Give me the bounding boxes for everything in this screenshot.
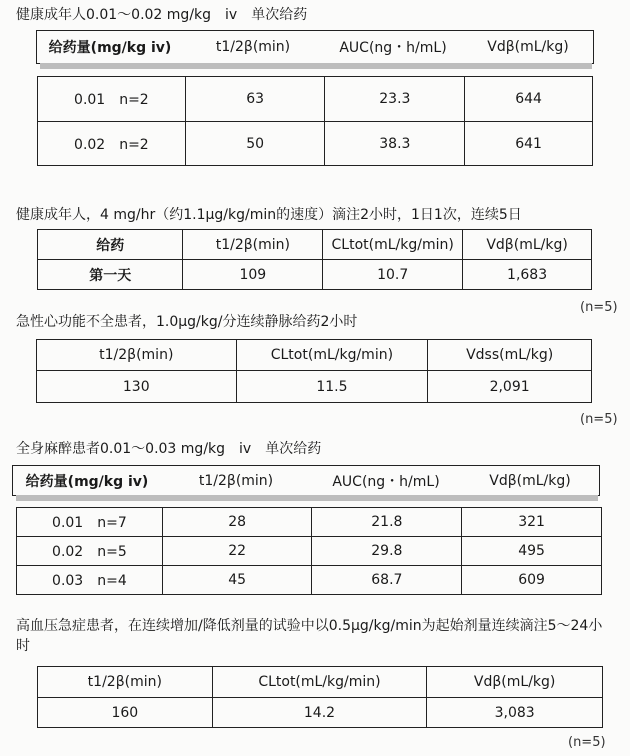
table-cell: 50 (185, 122, 325, 166)
section4-header-auc: AUC(ng・h/mL) (332, 473, 440, 490)
table-cell: 29.8 (312, 537, 462, 566)
table-cell: 11.5 (236, 371, 428, 403)
table-cell: 68.7 (312, 566, 462, 595)
table-cell: 0.03 n=4 (17, 566, 163, 595)
table-cell: 0.01 n=7 (17, 508, 163, 537)
section1-caption: 健康成年人0.01～0.02 mg/kg iv 单次给药 (16, 7, 308, 23)
table-header-row (38, 667, 603, 698)
table-cell: 28 (162, 508, 312, 537)
section2-header-vd: Vdβ(mL/kg) (463, 230, 592, 260)
table-cell: 45 (162, 566, 312, 595)
table-row (17, 537, 602, 566)
section2-header-t12: t1/2β(min) (183, 230, 323, 260)
section1-header-bar (36, 30, 594, 64)
table-cell: 641 (465, 122, 593, 166)
section1-header-t12: t1/2β(min) (215, 39, 291, 55)
section2-caption: 健康成年人，4 mg/hr（约1.1μg/kg/min的速度）滴注2小时，1日1次，连续5日 (16, 207, 522, 223)
table-header-row (38, 230, 592, 260)
section3-header-t12: t1/2β(min) (37, 340, 237, 371)
table-cell: 0.02 n=5 (17, 537, 163, 566)
table-cell: 160 (38, 698, 213, 728)
section5-header-cltot: CLtot(mL/kg/min) (212, 667, 427, 698)
section1-header-auc: AUC(ng・h/mL) (339, 40, 447, 56)
table-cell: 495 (462, 537, 602, 566)
table-row (38, 122, 593, 166)
section1-header-dose: 给药量(mg/kg iv) (48, 40, 172, 56)
table-cell: 1,683 (463, 260, 592, 290)
section2-header-cltot: CLtot(mL/kg/min) (323, 230, 463, 260)
table-cell: 0.02 n=2 (38, 122, 186, 166)
table-header-row (37, 340, 592, 371)
table-cell: 14.2 (212, 698, 427, 728)
section4-header-shadow (16, 495, 598, 501)
section1-header-vd: Vdβ(mL/kg) (487, 39, 569, 55)
section4-header-vd: Vdβ(mL/kg) (489, 472, 571, 489)
table-cell: 63 (185, 77, 325, 122)
table-cell: 644 (465, 77, 593, 122)
section3-header-cltot: CLtot(mL/kg/min) (236, 340, 428, 371)
section2-header-dose: 给药 (38, 230, 183, 260)
section1-table (37, 76, 593, 166)
table-cell: 3,083 (427, 698, 603, 728)
table-cell: 23.3 (325, 77, 465, 122)
section4-table (16, 507, 602, 595)
section3-caption: 急性心功能不全患者，1.0μg/kg/分连续静脉给药2小时 (16, 314, 358, 330)
table-cell: 10.7 (323, 260, 463, 290)
section5-note: (n=5) (568, 735, 606, 750)
table-cell: 0.01 n=2 (38, 77, 186, 122)
table-cell: 130 (37, 371, 237, 403)
table-row (38, 698, 603, 728)
table-row (17, 508, 602, 537)
table-cell: 21.8 (312, 508, 462, 537)
table-cell: 22 (162, 537, 312, 566)
table-row (17, 566, 602, 595)
section2-table (37, 229, 592, 290)
section3-note: (n=5) (580, 412, 618, 427)
table-cell: 2,091 (428, 371, 592, 403)
table-cell: 第一天 (38, 260, 183, 290)
section4-header-bar (12, 465, 600, 496)
table-cell: 321 (462, 508, 602, 537)
table-row (38, 260, 592, 290)
section4-caption: 全身麻醉患者0.01～0.03 mg/kg iv 单次给药 (16, 441, 322, 457)
section5-caption: 高血压急症患者，在连续增加/降低剂量的试验中以0.5μg/kg/min为起始剂量连续滴注5～24小时 (16, 618, 603, 654)
table-cell: 609 (462, 566, 602, 595)
section5-header-t12: t1/2β(min) (38, 667, 213, 698)
section5-header-vd: Vdβ(mL/kg) (427, 667, 603, 698)
section3-table (36, 339, 592, 403)
table-cell: 109 (183, 260, 323, 290)
table-row (38, 77, 593, 122)
section4-header-t12: t1/2β(min) (198, 472, 274, 489)
table-cell: 38.3 (325, 122, 465, 166)
section3-header-vdss: Vdss(mL/kg) (428, 340, 592, 371)
section5-table (37, 666, 603, 728)
section2-note: (n=5) (580, 300, 618, 315)
table-row (37, 371, 592, 403)
section1-header-shadow (40, 63, 592, 69)
section4-header-dose: 给药量(mg/kg iv) (25, 473, 149, 490)
